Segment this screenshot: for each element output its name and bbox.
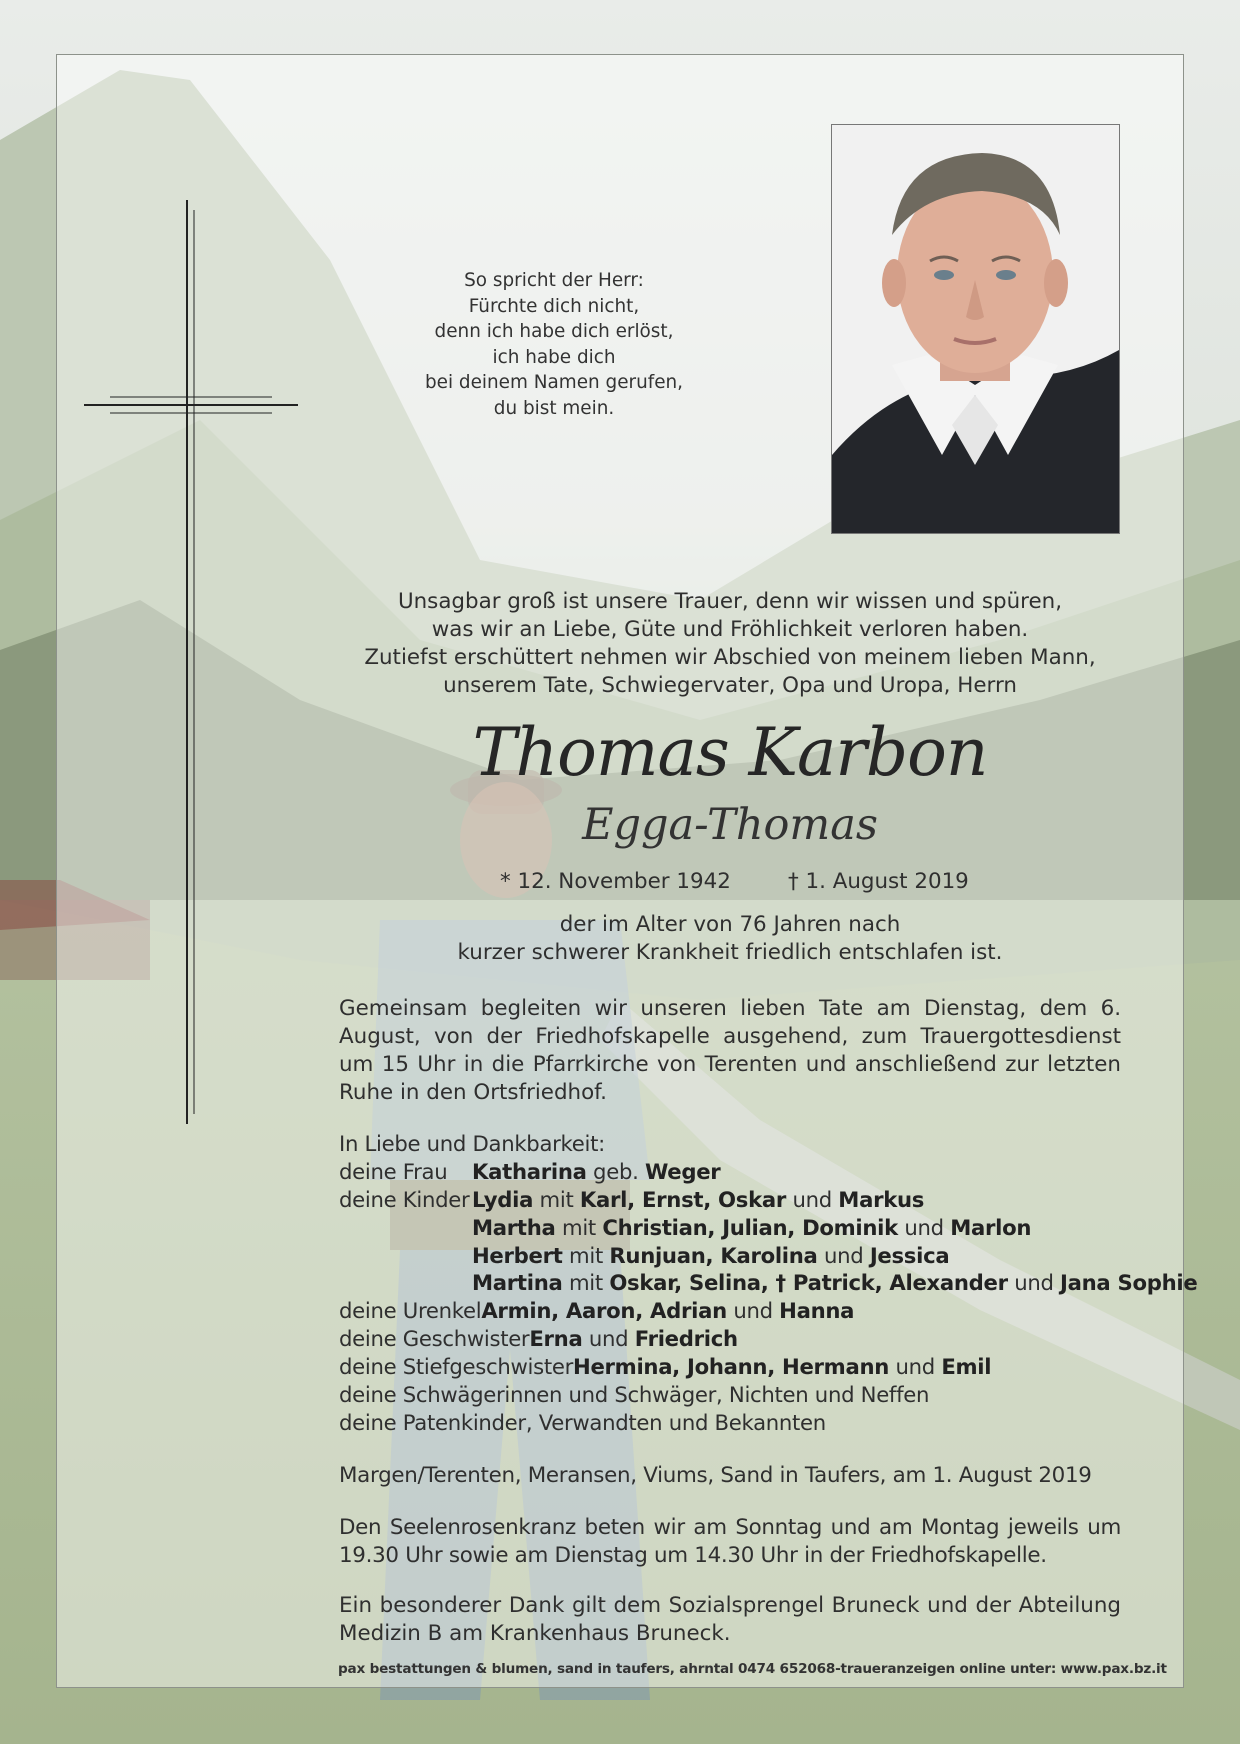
family-member-name: Runjuan, Karolina [609, 1242, 818, 1268]
deceased-nickname: Egga-Thomas [582, 800, 878, 850]
family-member-name: Lydia [472, 1186, 534, 1212]
family-heading: In Liebe und Dankbarkeit: [339, 1131, 605, 1156]
intro-text [340, 588, 1120, 700]
intro-line: was wir an Liebe, Güte und Fröhlichkeit verloren haben. [431, 617, 1029, 642]
intro-line: Unsagbar groß ist unsere Trauer, denn wir wissen und spüren, [397, 589, 1063, 614]
family-relation: deine Geschwister [339, 1326, 530, 1352]
family-row [339, 1186, 1139, 1214]
family-row [339, 1297, 1139, 1325]
family-member-name: Jessica [869, 1242, 950, 1268]
age-line: der im Alter von 76 Jahren nach [559, 912, 901, 937]
family-list [339, 1130, 1198, 1437]
family-member-name: Markus [838, 1186, 925, 1212]
family-connector: und [897, 1214, 951, 1240]
family-member-name: Armin, Aaron, Adrian [481, 1298, 727, 1324]
family-row [339, 1381, 1139, 1409]
family-row [339, 1269, 1198, 1297]
family-connector: und [1007, 1270, 1061, 1296]
family-member-name: Martha [472, 1214, 556, 1240]
family-relation: deine Frau [339, 1158, 448, 1184]
family-connector: und [726, 1298, 780, 1324]
family-relation: deine Stiefgeschwister [339, 1354, 574, 1380]
family-relation: deine Urenkel [339, 1298, 482, 1324]
verse-line: bei deinem Namen gerufen, [424, 372, 684, 393]
family-relation: deine Schwägerinnen und Schwäger, Nichten und Neffen [339, 1382, 930, 1408]
family-member-name: Karl, Ernst, Oskar [579, 1186, 787, 1212]
family-connector: und [889, 1354, 942, 1380]
rosary-announcement: Den Seelenrosenkranz beten wir am Sonntag und am Montag jeweils um 19.30 Uhr sowie am Dienstag um 14.30 Uhr in der Friedhofskapelle. [339, 1515, 1121, 1568]
age-line: kurzer schwerer Krankheit friedlich entschlafen ist. [457, 940, 1003, 965]
cross-icon [84, 200, 298, 1124]
intro-line: unserem Tate, Schwiegervater, Opa und Uropa, Herrn [443, 673, 1017, 698]
family-member-name: Jana Sophie [1060, 1270, 1198, 1296]
birth-date: * 12. November 1942 [500, 869, 731, 894]
family-connector: und [817, 1242, 870, 1268]
family-row [339, 1325, 1139, 1353]
family-member-name: Erna [529, 1326, 583, 1352]
age-statement [420, 911, 1040, 967]
intro-line: Zutiefst erschüttert nehmen wir Abschied von meinem lieben Mann, [364, 645, 1096, 670]
family-member-name: Weger [644, 1158, 721, 1184]
family-connector: mit [555, 1214, 603, 1240]
family-connector: mit [562, 1270, 610, 1296]
family-member-name: Emil [941, 1354, 992, 1380]
family-connector: und [786, 1186, 839, 1212]
place-and-date: Margen/Terenten, Meransen, Viums, Sand in Taufers, am 1. August 2019 [339, 1463, 1092, 1488]
family-member-name: Katharina [472, 1158, 587, 1184]
family-row [339, 1409, 1139, 1437]
family-connector: und [582, 1326, 635, 1352]
family-member-name: Hanna [779, 1298, 855, 1324]
family-member-name: Oskar, Selina, † Patrick, Alexander [609, 1270, 1008, 1296]
family-relation: deine Kinder [339, 1186, 470, 1212]
funeral-announcement: Gemeinsam begleiten wir unseren lieben Tate am Dienstag, dem 6. August, von der Friedhofskapelle ausgehend, zum Trauergottesdienst um 15 Uhr in die Pfarrkirche von Terenten und anschließend zur letzten Ruhe in den Ortsfriedhof. [339, 996, 1121, 1105]
thanks-note: Ein besonderer Dank gilt dem Sozialsprengel Bruneck und der Abteilung Medizin B am Krankenhaus Bruneck. [339, 1593, 1121, 1646]
family-member-name: Marlon [950, 1214, 1032, 1240]
family-row [339, 1353, 1139, 1381]
family-connector: mit [562, 1242, 610, 1268]
deceased-name: Thomas Karbon [472, 714, 988, 791]
bible-verse [404, 268, 704, 421]
family-member-name: Friedrich [634, 1326, 738, 1352]
family-connector: mit [533, 1186, 580, 1212]
family-member-name: Christian, Julian, Dominik [602, 1214, 898, 1240]
verse-line: denn ich habe dich erlöst, [434, 321, 674, 342]
family-member-name: Martina [472, 1270, 563, 1296]
verse-line: du bist mein. [493, 397, 615, 419]
family-connector: geb. [586, 1158, 645, 1184]
death-date: † 1. August 2019 [788, 869, 969, 894]
family-row [339, 1242, 1139, 1270]
footer-imprint: pax bestattungen & blumen, sand in taufers, ahrntal 0474 652068-traueranzeigen online unter: www.pax.bz.it [338, 1661, 1167, 1677]
portrait-photo [831, 124, 1120, 534]
verse-line: So spricht der Herr: [464, 270, 644, 291]
family-row [339, 1158, 1139, 1186]
verse-line: Fürchte dich nicht, [468, 295, 640, 317]
verse-line: ich habe dich [492, 346, 616, 368]
family-member-name: Hermina, Johann, Hermann [573, 1354, 890, 1380]
family-row [339, 1214, 1139, 1242]
family-member-name: Herbert [472, 1242, 563, 1268]
family-relation: deine Patenkinder, Verwandten und Bekannten [339, 1409, 826, 1435]
